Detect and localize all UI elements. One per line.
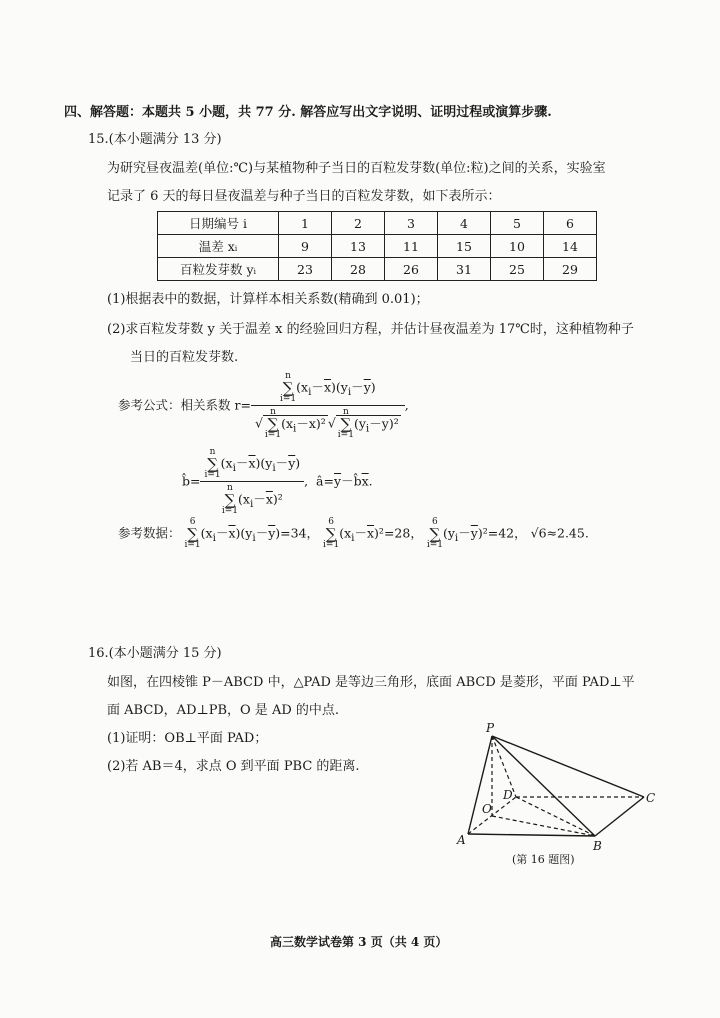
table-cell: 26: [385, 258, 438, 281]
segment-DB: [516, 797, 595, 836]
vertex-label-D: D: [503, 788, 513, 802]
table-cell: 10: [491, 235, 544, 258]
table-row: [158, 212, 597, 235]
table-cell: 11: [385, 235, 438, 258]
q15-part2-line1: (2)求百粒发芽数 y 关于温差 x 的经验回归方程，并估计昼夜温差为 17℃时，这种植物种子: [107, 322, 634, 337]
table-cell: 1: [279, 212, 332, 235]
table-cell: 25: [491, 258, 544, 281]
data-value: =42，: [487, 525, 527, 541]
data-value: =28，: [383, 525, 423, 541]
data-value: √6≈2.45.: [530, 525, 589, 541]
table-cell: 6: [544, 212, 597, 235]
q16-part1: (1)证明：OB⊥平面 PAD；: [107, 731, 268, 746]
vertex-label-C: C: [646, 791, 656, 805]
r-fraction: n ∑ $i=1(x_i-\overline{x})(y_i-\overline{y})$ √n ∑ $i=1(x_i-\overline{x})^2$ √n ∑ $i=1(y_i-\overline{y})^2$: [251, 372, 405, 440]
q16-header: 16.(本小题满分 15 分): [88, 646, 222, 661]
edge-PC: [492, 736, 644, 797]
q16-part2: (2)若 AB＝4，求点 O 到平面 PBC 的距离.: [107, 759, 360, 774]
q16-text-line2: 面 ABCD，AD⊥PB，O 是 AD 的中点.: [107, 703, 340, 718]
q15-part2-line2: 当日的百粒发芽数.: [130, 350, 239, 365]
pyramid-figure: [448, 720, 668, 870]
q15-data-table: [157, 211, 597, 281]
formula-label: 参考公式：相关系数 r=: [118, 397, 251, 413]
q15-intro-line1: 为研究昼夜温差(单位:℃)与某植物种子当日的百粒发芽数(单位:粒)之间的关系，实验室: [107, 161, 606, 176]
table-cell: 9: [279, 235, 332, 258]
data-label: 参考数据：: [118, 525, 181, 541]
segment-OB: [492, 816, 595, 836]
reference-data: 参考数据： 6 ∑ $i=1(x_i-\overline{x})(y_i-\overline{y})=34$， 6 ∑ $i=1(x_i-\overline{x})^2=28$， 6 ∑ $i=1(y_i-\overline{y})^2=42$， √6≈2.45.: [118, 517, 589, 550]
vertex-label-P: P: [486, 721, 495, 735]
vertex-label-B: B: [593, 839, 602, 853]
data-value: =34，: [280, 525, 320, 541]
table-cell: 13: [332, 235, 385, 258]
table-row: [158, 235, 597, 258]
section-heading: 四、解答题：本题共 5 小题，共 77 分. 解答应写出文字说明、证明过程或演算步骤.: [64, 105, 552, 120]
q16-text-line1: 如图，在四棱锥 P－ABCD 中，△PAD 是等边三角形，底面 ABCD 是菱形，平面 PAD⊥平: [107, 675, 635, 690]
q15-header: 15.(本小题满分 13 分): [88, 132, 222, 147]
vertex-label-O: O: [482, 802, 492, 816]
table-cell: 31: [438, 258, 491, 281]
table-row-label: 温差 xᵢ: [158, 235, 279, 258]
table-cell: 3: [385, 212, 438, 235]
table-cell: 23: [279, 258, 332, 281]
table-cell: 14: [544, 235, 597, 258]
figure-caption: (第 16 题图): [512, 853, 575, 866]
table-cell: 2: [332, 212, 385, 235]
correlation-formula: 参考公式：相关系数 r= n ∑ $i=1(x_i-\overline{x})(y_i-\overline{y})$ √n ∑ $i=1(x_i-\overline{x})^2$ √n ∑ $i=1(y_i-\overline{y})^2$ ,: [118, 371, 409, 440]
edge-PB: [492, 736, 595, 836]
table-row: [158, 258, 597, 281]
table-row-label: 日期编号 i: [158, 212, 279, 235]
table-cell: 4: [438, 212, 491, 235]
table-row-label: 百粒发芽数 yᵢ: [158, 258, 279, 281]
edge-PA: [468, 736, 492, 834]
edge-AB: [468, 834, 595, 836]
q15-intro-line2: 记录了 6 天的每日昼夜温差与种子当日的百粒发芽数，如下表所示：: [107, 189, 501, 204]
vertex-label-A: A: [457, 833, 466, 847]
table-cell: 28: [332, 258, 385, 281]
page-footer: 高三数学试卷第 3 页（共 4 页）: [270, 935, 448, 949]
regression-formula: b̂= n ∑ $i=1(x_i-\overline{x})(y_i-\overline{y})$ n ∑ $i=1(x_i-\overline{x})^2$ , $â=\overline{y}-b̂\overline{x}$.: [182, 447, 373, 516]
table-cell: 29: [544, 258, 597, 281]
q15-part1: (1)根据表中的数据，计算样本相关系数(精确到 0.01)；: [107, 292, 429, 307]
table-cell: 15: [438, 235, 491, 258]
table-cell: 5: [491, 212, 544, 235]
edge-BC: [595, 797, 644, 836]
